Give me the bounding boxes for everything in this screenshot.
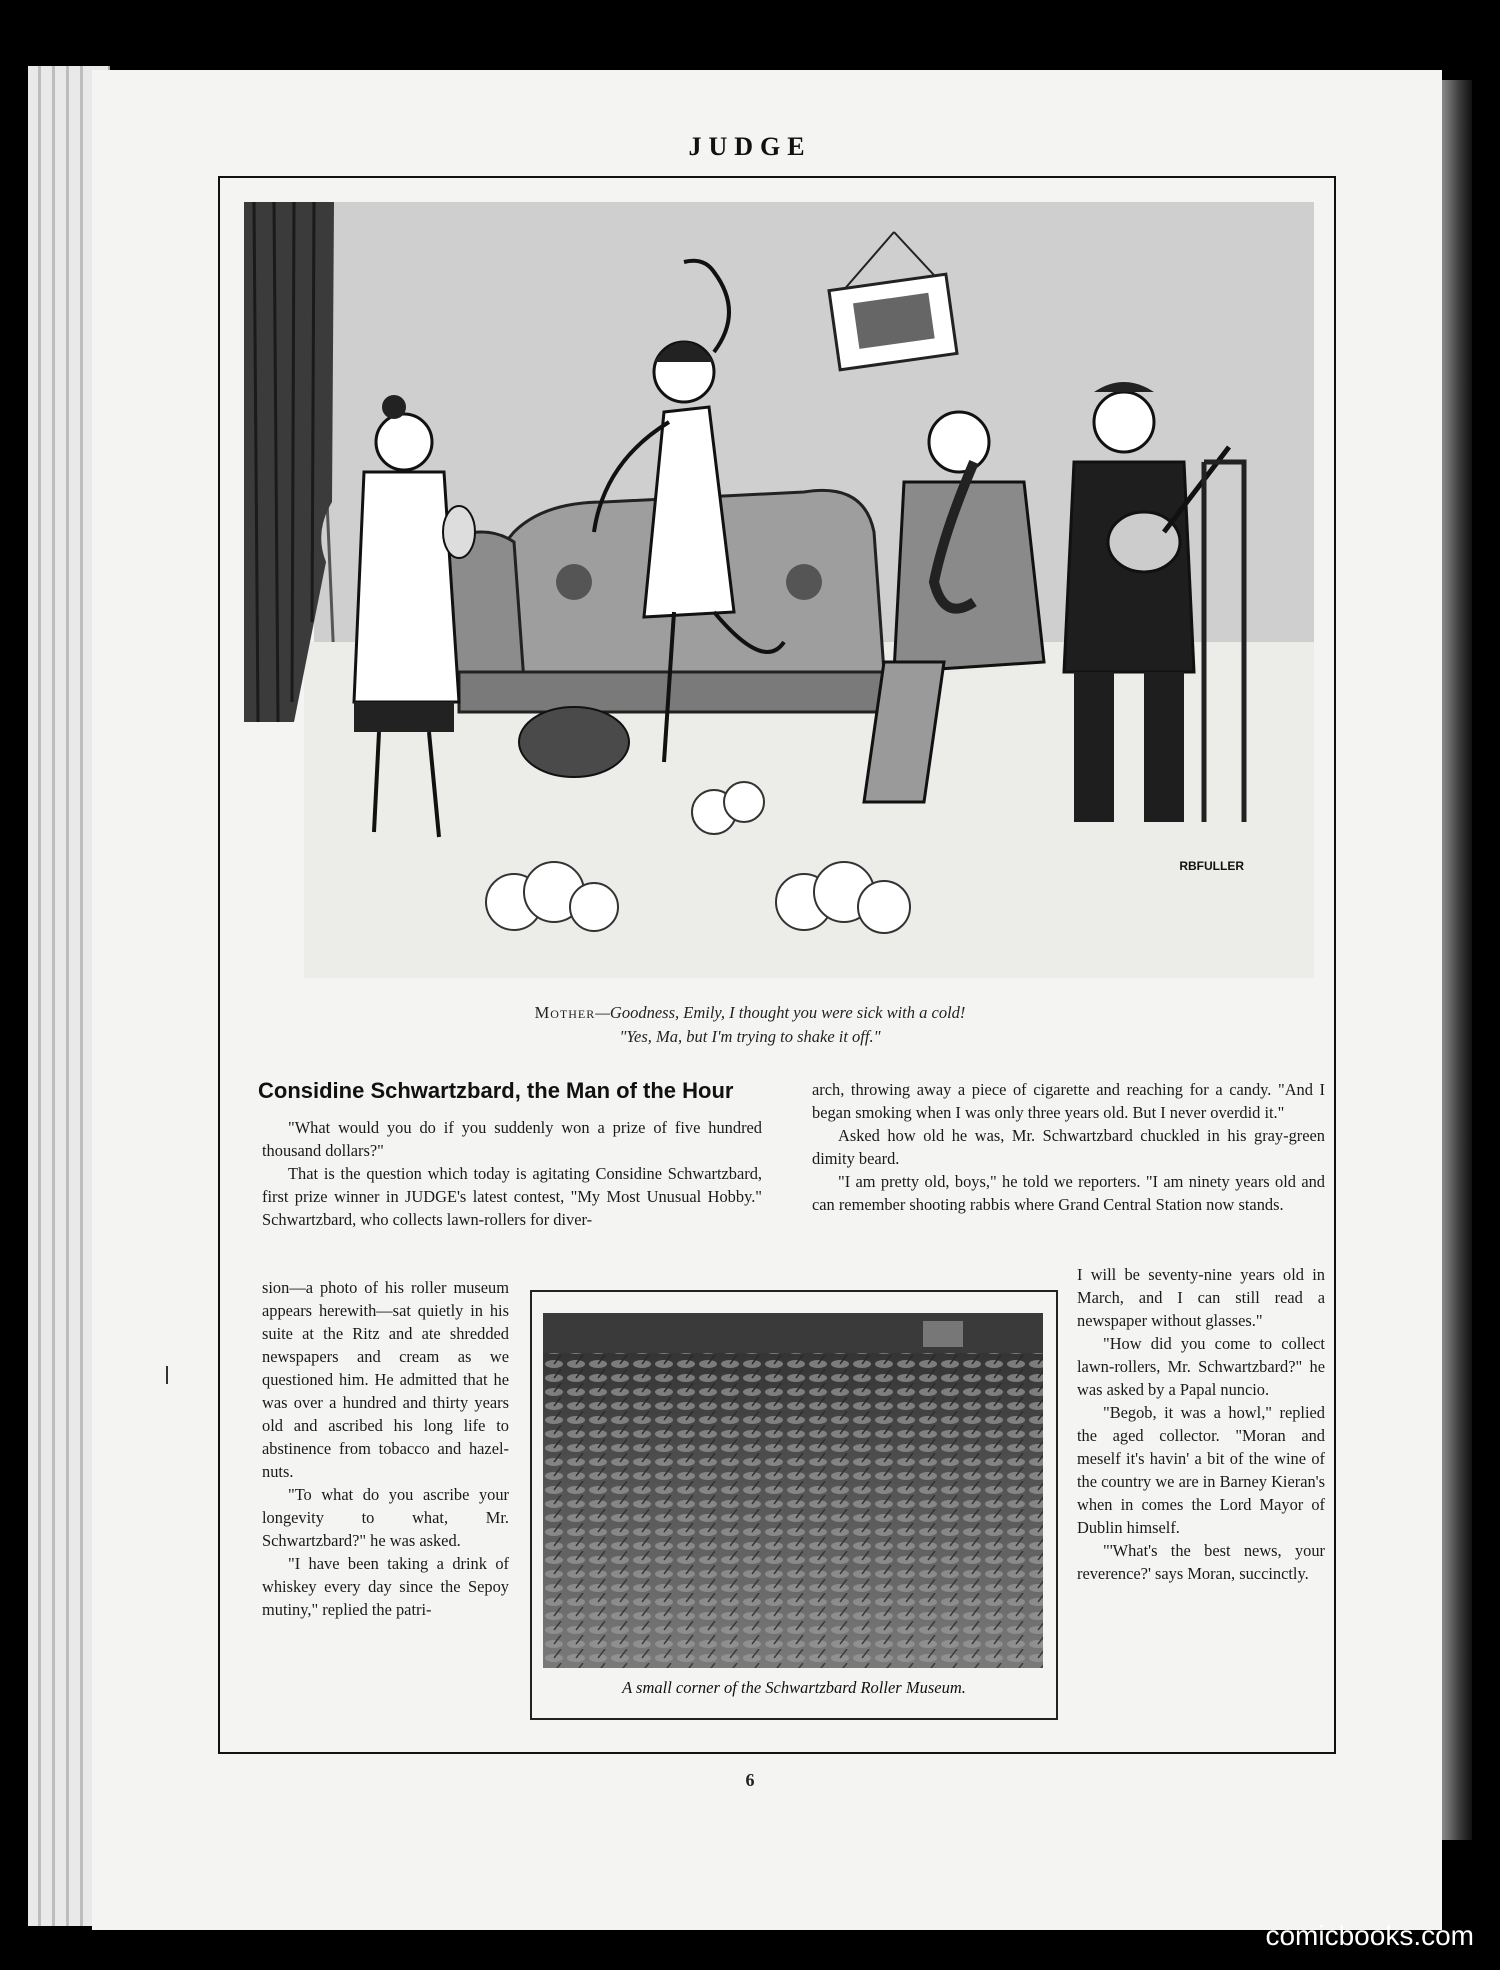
cartoon-illustration	[244, 202, 1314, 978]
cartoon-caption-line1	[0, 1003, 1500, 1023]
paragraph: "I have been taking a drink of whiskey every day since the Sepoy mutiny," replied the patri-	[262, 1554, 509, 1619]
article-column1-narrow	[262, 1276, 509, 1621]
paragraph: "To what do you ascribe your longevity to what, Mr. Schwartzbard?" he was asked.	[262, 1485, 509, 1550]
caption-line1-text: —Goodness, Emily, I thought you were sick with a cold!	[595, 1003, 966, 1022]
article-column2-top	[812, 1078, 1325, 1216]
page-edge	[38, 66, 41, 1926]
book-right-shadow	[1442, 80, 1472, 1840]
paragraph: I will be seventy-nine years old in March, and I can still read a newspaper without glasses."	[1077, 1265, 1325, 1330]
paragraph: "'What's the best news, your reverence?' says Moran, succinctly.	[1077, 1541, 1325, 1583]
masthead: JUDGE	[688, 132, 812, 161]
roller-museum-photo	[543, 1313, 1043, 1668]
paragraph: arch, throwing away a piece of cigarette and reaching for a candy. "And I began smoking when I was only three years old. But I never overdid it."	[812, 1080, 1325, 1122]
page-number: 6	[745, 1770, 755, 1790]
paragraph: "Begob, it was a howl," replied the aged collector. "Moran and meself it's havin' a bit of the wine of the country we are in Barney Kieran's when in comes the Lord Mayor of Dublin himself.	[1077, 1403, 1325, 1537]
cartoon-caption-line2: "Yes, Ma, but I'm trying to shake it off."	[619, 1027, 881, 1046]
caption-speaker: Mother	[534, 1003, 596, 1022]
paragraph: Asked how old he was, Mr. Schwartzbard chuckled in his gray-green dimity beard.	[812, 1126, 1325, 1168]
photo-caption: A small corner of the Schwartzbard Roller Museum.	[622, 1678, 966, 1697]
article-column2-narrow	[1077, 1263, 1325, 1585]
page-edge	[52, 66, 55, 1926]
paragraph: "How did you come to collect lawn-rollers, Mr. Schwartzbard?" he was asked by a Papal nuncio.	[1077, 1334, 1325, 1399]
article-column1-top	[262, 1116, 762, 1231]
dog	[519, 707, 629, 777]
margin-mark	[166, 1366, 168, 1384]
paragraph: "What would you do if you suddenly won a prize of five hundred thousand dollars?"	[262, 1118, 762, 1160]
paragraph: That is the question which today is agitating Considine Schwartzbard, first prize winner in JUDGE's latest contest, "My Most Unusual Hobby." Schwartzbard, who collects lawn-rollers for diver-	[262, 1164, 762, 1229]
watermark: comicbooks.com	[1265, 1920, 1474, 1951]
article-headline: Considine Schwartzbard, the Man of the Hour	[258, 1078, 734, 1103]
page-edge	[80, 66, 83, 1926]
paragraph: "I am pretty old, boys," he told we reporters. "I am ninety years old and can remember shooting rabbis where Grand Central Station now stands.	[812, 1172, 1325, 1214]
page-edge	[66, 66, 69, 1926]
artist-signature: RBFULLER	[1179, 859, 1244, 873]
paragraph: sion—a photo of his roller museum appears herewith—sat quietly in his suite at the Ritz and ate shredded newspapers and cream as we questioned him. He admitted that he was over a hundred and thirty years old and ascribed his long life to abstinence from tobacco and hazel-nuts.	[262, 1278, 509, 1481]
